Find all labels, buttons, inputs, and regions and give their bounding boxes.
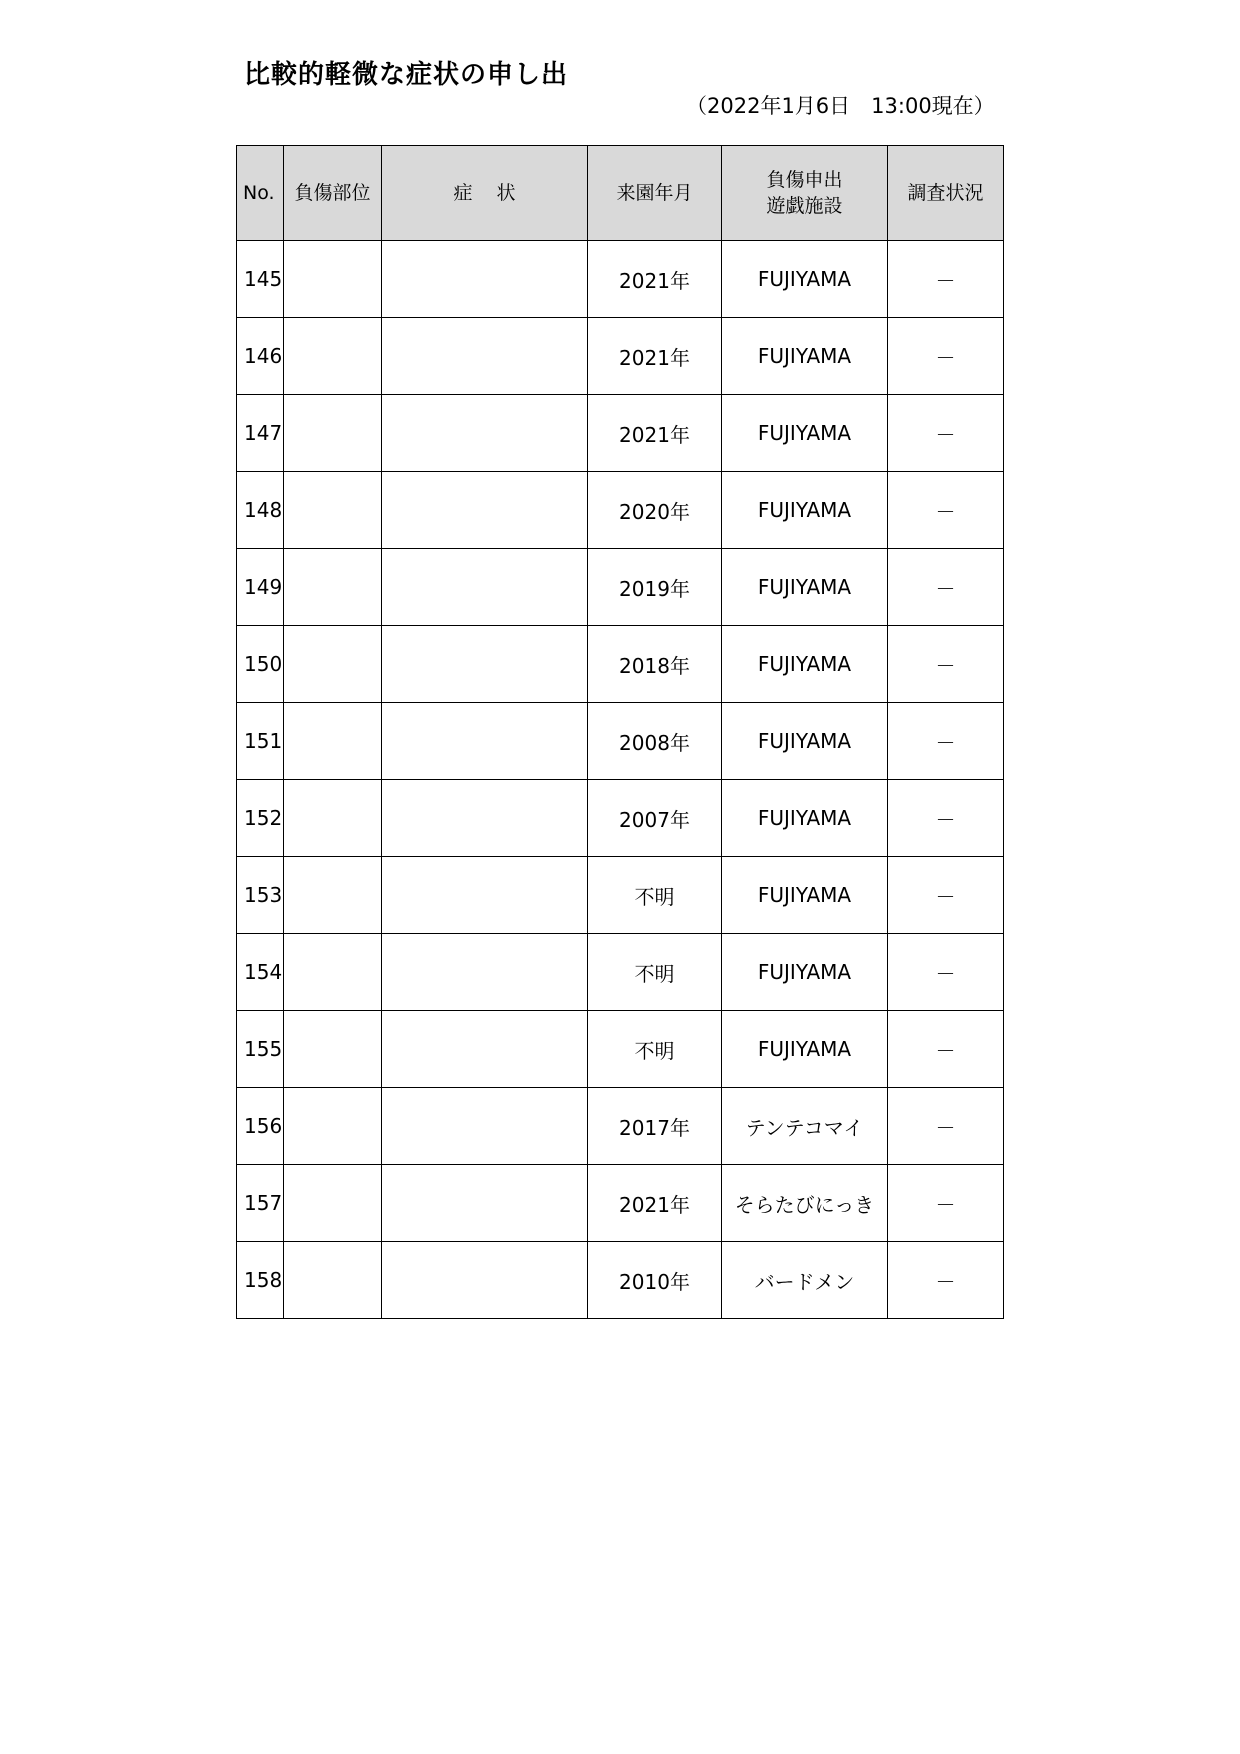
- cell-no: 149: [237, 549, 284, 626]
- cell-injury-site: [284, 395, 382, 472]
- cell-no: 158: [237, 1242, 284, 1319]
- cell-injury-site: [284, 857, 382, 934]
- cell-symptom: [382, 857, 588, 934]
- table-row: [237, 626, 1004, 703]
- cell-visit-date: 2020年: [588, 472, 722, 549]
- cell-visit-date: 2010年: [588, 1242, 722, 1319]
- cell-status: －: [888, 703, 1004, 780]
- cell-facility: FUJIYAMA: [722, 395, 888, 472]
- header-symptom: [382, 146, 588, 241]
- cell-visit-date: 2021年: [588, 1165, 722, 1242]
- cell-symptom: [382, 549, 588, 626]
- table-row: [237, 549, 1004, 626]
- cell-no: 152: [237, 780, 284, 857]
- cell-facility: そらたびにっき: [722, 1165, 888, 1242]
- cell-visit-date: 2021年: [588, 395, 722, 472]
- cell-status: －: [888, 241, 1004, 318]
- table-row: [237, 1165, 1004, 1242]
- table-header: [237, 146, 1004, 241]
- cell-visit-date: 不明: [588, 934, 722, 1011]
- cell-facility: FUJIYAMA: [722, 472, 888, 549]
- cell-injury-site: [284, 318, 382, 395]
- cell-injury-site: [284, 1088, 382, 1165]
- table-row: [237, 703, 1004, 780]
- cell-injury-site: [284, 241, 382, 318]
- cell-symptom: [382, 934, 588, 1011]
- header-facility: [722, 146, 888, 241]
- table-row: [237, 472, 1004, 549]
- cell-facility: バードメン: [722, 1242, 888, 1319]
- table-body: [237, 241, 1004, 1319]
- cell-status: －: [888, 318, 1004, 395]
- table-row: [237, 780, 1004, 857]
- table-row: [237, 395, 1004, 472]
- cell-symptom: [382, 472, 588, 549]
- cell-status: －: [888, 1088, 1004, 1165]
- cell-visit-date: 2008年: [588, 703, 722, 780]
- cell-visit-date: 2018年: [588, 626, 722, 703]
- cell-status: －: [888, 934, 1004, 1011]
- cell-no: 157: [237, 1165, 284, 1242]
- cell-injury-site: [284, 549, 382, 626]
- cell-no: 150: [237, 626, 284, 703]
- cell-symptom: [382, 1242, 588, 1319]
- table-row: [237, 318, 1004, 395]
- cell-injury-site: [284, 626, 382, 703]
- cell-status: －: [888, 857, 1004, 934]
- cell-facility: FUJIYAMA: [722, 549, 888, 626]
- cell-visit-date: 2021年: [588, 241, 722, 318]
- cell-no: 156: [237, 1088, 284, 1165]
- cell-status: －: [888, 1165, 1004, 1242]
- complaints-table: [236, 145, 1004, 1319]
- cell-symptom: [382, 1165, 588, 1242]
- cell-injury-site: [284, 934, 382, 1011]
- header-injury-site: 負傷部位: [284, 146, 382, 241]
- cell-injury-site: [284, 472, 382, 549]
- cell-facility: FUJIYAMA: [722, 1011, 888, 1088]
- table-row: [237, 241, 1004, 318]
- cell-facility: FUJIYAMA: [722, 318, 888, 395]
- table-row: [237, 857, 1004, 934]
- header-status: 調査状況: [888, 146, 1004, 241]
- cell-injury-site: [284, 1165, 382, 1242]
- cell-symptom: [382, 626, 588, 703]
- cell-no: 151: [237, 703, 284, 780]
- cell-symptom: [382, 703, 588, 780]
- cell-visit-date: 2021年: [588, 318, 722, 395]
- cell-no: 153: [237, 857, 284, 934]
- cell-status: －: [888, 395, 1004, 472]
- header-facility-line1: 負傷申出: [766, 169, 843, 191]
- cell-status: －: [888, 1011, 1004, 1088]
- cell-visit-date: 不明: [588, 1011, 722, 1088]
- cell-injury-site: [284, 703, 382, 780]
- cell-no: 145: [237, 241, 284, 318]
- table-row: [237, 1011, 1004, 1088]
- header-symptom-char-1: 症: [453, 182, 473, 204]
- as-of-timestamp: （2022年1月6日 13:00現在）: [686, 94, 995, 118]
- cell-visit-date: 2017年: [588, 1088, 722, 1165]
- header-no: No.: [237, 146, 284, 241]
- header-visit-date: 来園年月: [588, 146, 722, 241]
- cell-visit-date: 2019年: [588, 549, 722, 626]
- cell-no: 154: [237, 934, 284, 1011]
- cell-status: －: [888, 472, 1004, 549]
- cell-injury-site: [284, 780, 382, 857]
- cell-visit-date: 不明: [588, 857, 722, 934]
- table-row: [237, 934, 1004, 1011]
- cell-symptom: [382, 241, 588, 318]
- cell-symptom: [382, 780, 588, 857]
- cell-symptom: [382, 318, 588, 395]
- cell-no: 147: [237, 395, 284, 472]
- table-row: [237, 1242, 1004, 1319]
- cell-injury-site: [284, 1011, 382, 1088]
- cell-status: －: [888, 780, 1004, 857]
- cell-symptom: [382, 395, 588, 472]
- cell-no: 146: [237, 318, 284, 395]
- cell-symptom: [382, 1011, 588, 1088]
- cell-facility: FUJIYAMA: [722, 241, 888, 318]
- cell-visit-date: 2007年: [588, 780, 722, 857]
- cell-facility: FUJIYAMA: [722, 857, 888, 934]
- cell-status: －: [888, 1242, 1004, 1319]
- cell-facility: FUJIYAMA: [722, 780, 888, 857]
- cell-facility: FUJIYAMA: [722, 703, 888, 780]
- cell-facility: テンテコマイ: [722, 1088, 888, 1165]
- cell-no: 155: [237, 1011, 284, 1088]
- cell-status: －: [888, 549, 1004, 626]
- cell-injury-site: [284, 1242, 382, 1319]
- cell-facility: FUJIYAMA: [722, 626, 888, 703]
- cell-facility: FUJIYAMA: [722, 934, 888, 1011]
- header-symptom-char-2: 状: [496, 182, 516, 204]
- cell-no: 148: [237, 472, 284, 549]
- header-facility-line2: 遊戯施設: [766, 195, 843, 217]
- table-row: [237, 1088, 1004, 1165]
- cell-status: －: [888, 626, 1004, 703]
- cell-symptom: [382, 1088, 588, 1165]
- page-title: 比較的軽微な症状の申し出: [244, 60, 569, 90]
